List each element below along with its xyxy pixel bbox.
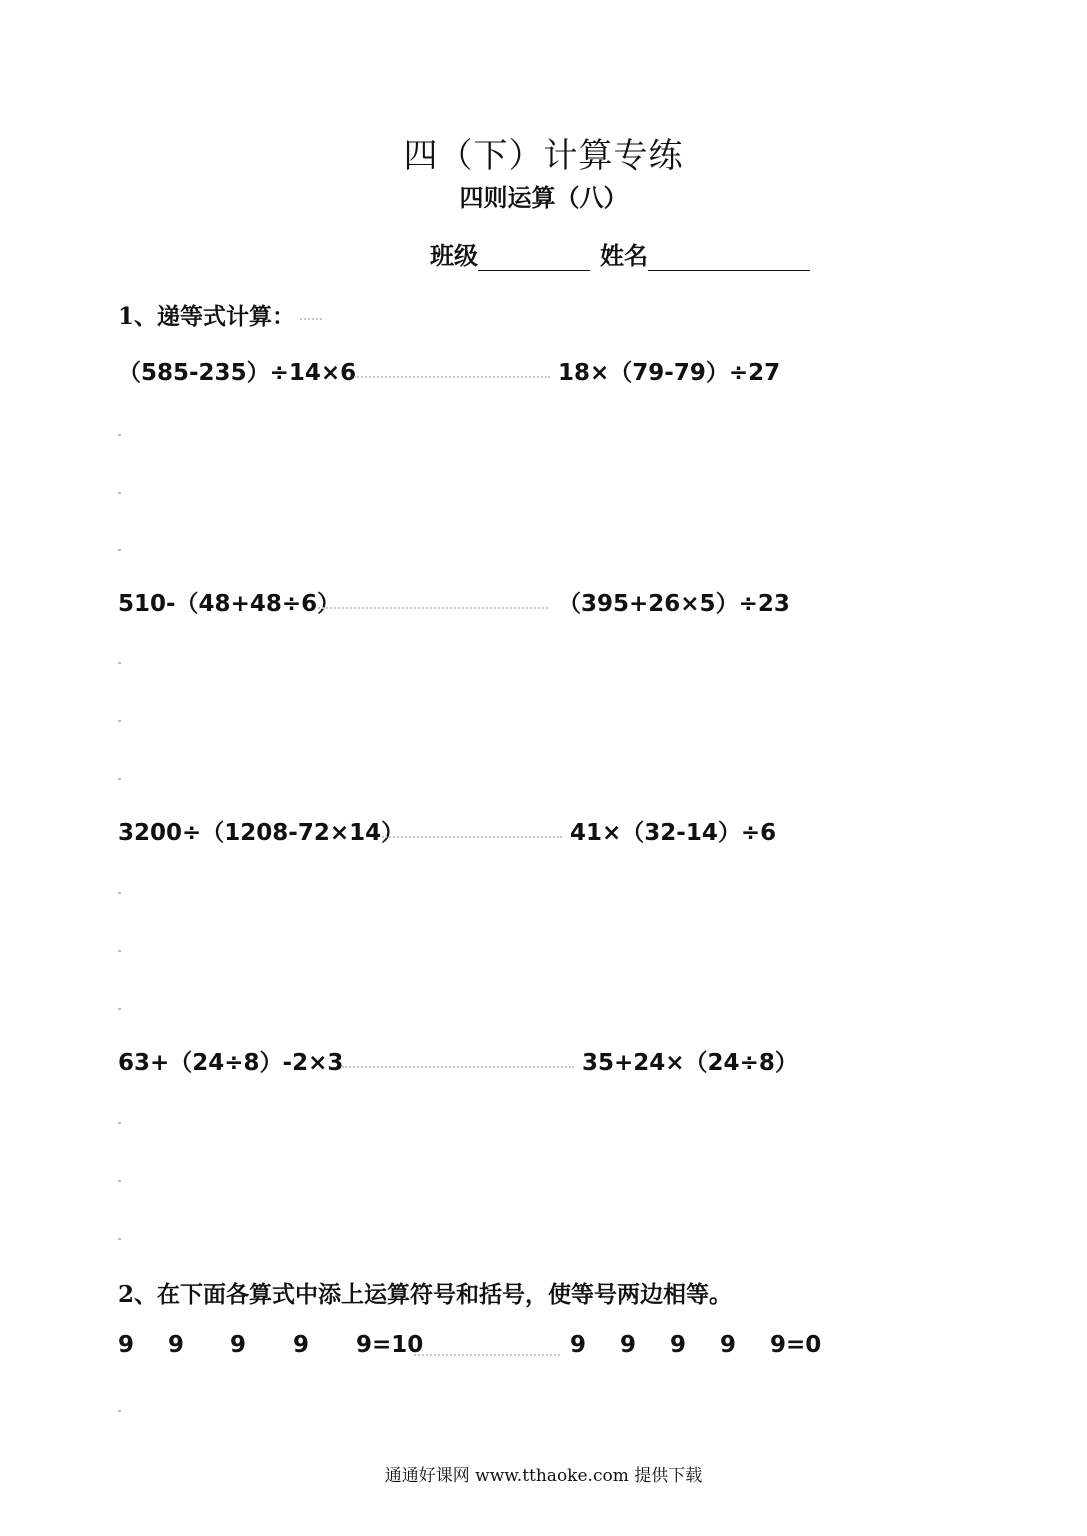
- blank-line-mark: [118, 1180, 121, 1182]
- equation-left-num-1: 9: [118, 1332, 135, 1358]
- name-blank[interactable]: [648, 244, 810, 271]
- section1-heading: 1、递等式计算：: [118, 303, 296, 330]
- blank-line-mark: [118, 1122, 121, 1124]
- equation-right-num-3: 9: [670, 1332, 687, 1358]
- blank-line-mark: [118, 1238, 121, 1240]
- leader-dots: [342, 1066, 574, 1068]
- equation-right-num-4: 9: [720, 1332, 737, 1358]
- expression-2-right: （395+26×5）÷23: [558, 591, 790, 617]
- page-title: 四（下）计算专练: [403, 136, 684, 176]
- equation-right-result: 9=0: [770, 1332, 822, 1358]
- expression-1-left: （585-235）÷14×6: [118, 360, 357, 386]
- leader-dots: [354, 376, 550, 378]
- expression-4-right: 35+24×（24÷8）: [582, 1050, 798, 1076]
- equation-left-num-3: 9: [230, 1332, 247, 1358]
- blank-line-mark: [118, 720, 121, 722]
- class-label: 班级: [430, 241, 478, 270]
- equation-right-num-1: 9: [570, 1332, 587, 1358]
- page-subtitle: 四则运算（八）: [459, 183, 628, 212]
- name-label: 姓名: [600, 241, 648, 270]
- blank-line-mark: [118, 662, 121, 664]
- blank-line-mark: [118, 1410, 121, 1412]
- blank-line-mark: [118, 892, 121, 894]
- blank-line-mark: [118, 549, 121, 551]
- equation-left-num-4: 9: [293, 1332, 310, 1358]
- blank-line-mark: [118, 434, 121, 436]
- expression-3-right: 41×（32-14）÷6: [570, 820, 777, 846]
- expression-1-right: 18×（79-79）÷27: [558, 360, 781, 386]
- student-info: [430, 236, 810, 271]
- equation-right-num-2: 9: [620, 1332, 637, 1358]
- equation-left-result: 9=10: [356, 1332, 424, 1358]
- class-blank[interactable]: [478, 244, 590, 271]
- blank-line-mark: [118, 950, 121, 952]
- equation-left-num-2: 9: [168, 1332, 185, 1358]
- leader-dots: [300, 318, 322, 320]
- expression-3-left: 3200÷（1208-72×14）: [118, 820, 405, 846]
- expression-4-left: 63+（24÷8）-2×3: [118, 1050, 344, 1076]
- leader-dots: [414, 1354, 560, 1356]
- blank-line-mark: [118, 1008, 121, 1010]
- expression-2-left: 510-（48+48÷6）: [118, 591, 341, 617]
- blank-line-mark: [118, 778, 121, 780]
- blank-line-mark: [118, 492, 121, 494]
- leader-dots: [318, 607, 548, 609]
- section2-heading: 2、在下面各算式中添上运算符号和括号，使等号两边相等。: [118, 1281, 733, 1308]
- leader-dots: [382, 836, 562, 838]
- page-footer[interactable]: 通通好课网 www.tthaoke.com 提供下载: [384, 1466, 703, 1486]
